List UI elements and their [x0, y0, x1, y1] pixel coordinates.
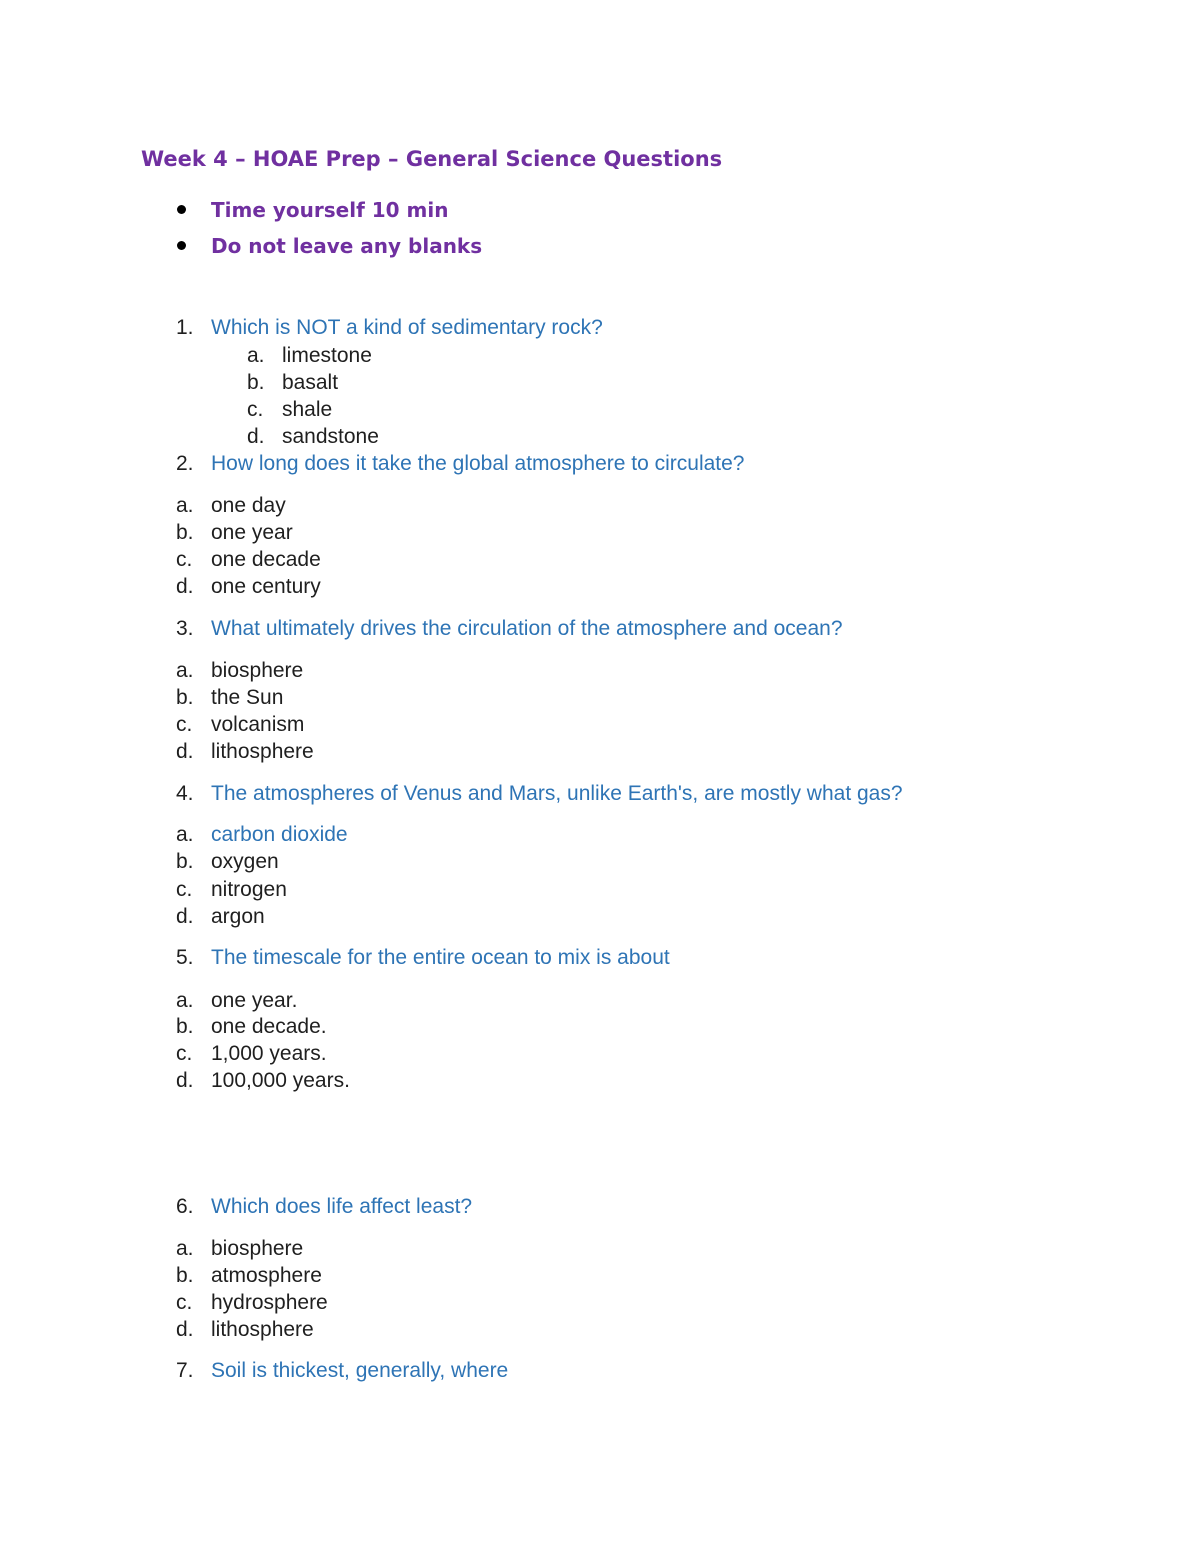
- question-text: Which is NOT a kind of sedimentary rock?: [211, 316, 603, 339]
- question-number: 5.: [176, 946, 194, 969]
- option-letter: b.: [176, 521, 194, 544]
- option-text: biosphere: [211, 659, 304, 682]
- option-letter: a.: [176, 989, 194, 1012]
- option-letter: a.: [176, 659, 194, 682]
- question-text: What ultimately drives the circulation of the atmosphere and ocean?: [211, 617, 843, 640]
- option-text: sandstone: [282, 425, 379, 448]
- option-text: atmosphere: [211, 1264, 322, 1287]
- option-text: hydrosphere: [211, 1291, 328, 1314]
- option-letter: a.: [247, 344, 265, 367]
- option-text: oxygen: [211, 850, 279, 873]
- option-letter: b.: [176, 1264, 194, 1287]
- option-text: one year: [211, 521, 293, 544]
- bullet-icon: [177, 205, 186, 214]
- option-text: 100,000 years.: [211, 1069, 350, 1092]
- question-number: 6.: [176, 1195, 194, 1218]
- question-text: The atmospheres of Venus and Mars, unlike Earth's, are mostly what gas?: [211, 782, 903, 805]
- option-letter: c.: [176, 713, 193, 736]
- question-number: 1.: [176, 316, 194, 339]
- option-letter: c.: [247, 398, 264, 421]
- option-text: one day: [211, 494, 286, 517]
- question-text: The timescale for the entire ocean to mix is about: [211, 946, 670, 969]
- option-letter: d.: [176, 575, 194, 598]
- option-text: one year.: [211, 989, 298, 1012]
- question-number: 2.: [176, 452, 194, 475]
- question-text: Which does life affect least?: [211, 1195, 473, 1218]
- option-text: argon: [211, 905, 265, 928]
- option-letter: a.: [176, 1237, 194, 1260]
- option-text: limestone: [282, 344, 372, 367]
- option-text: nitrogen: [211, 878, 287, 901]
- question-text: Soil is thickest, generally, where: [211, 1359, 509, 1382]
- question-number: 7.: [176, 1359, 194, 1382]
- option-letter: d.: [247, 425, 265, 448]
- option-text: the Sun: [211, 686, 284, 709]
- question-number: 3.: [176, 617, 194, 640]
- option-text: shale: [282, 398, 333, 421]
- option-letter: c.: [176, 1291, 193, 1314]
- instruction-text: Time yourself 10 min: [211, 198, 449, 222]
- page-title: Week 4 – HOAE Prep – General Science Questions: [141, 147, 723, 171]
- option-letter: d.: [176, 740, 194, 763]
- option-text: lithosphere: [211, 740, 314, 763]
- option-text: biosphere: [211, 1237, 304, 1260]
- option-letter: d.: [176, 1069, 194, 1092]
- question-number: 4.: [176, 782, 194, 805]
- bullet-icon: [177, 241, 186, 250]
- option-text: 1,000 years.: [211, 1042, 327, 1065]
- option-text: one decade: [211, 548, 321, 571]
- option-letter: d.: [176, 905, 194, 928]
- option-letter: b.: [176, 1015, 194, 1038]
- option-letter: c.: [176, 878, 193, 901]
- option-letter: b.: [176, 686, 194, 709]
- option-letter: a.: [176, 494, 194, 517]
- option-text: one decade.: [211, 1015, 327, 1038]
- option-text: lithosphere: [211, 1318, 314, 1341]
- option-text: carbon dioxide: [211, 823, 348, 846]
- option-letter: d.: [176, 1318, 194, 1341]
- option-letter: c.: [176, 548, 193, 571]
- instruction-text: Do not leave any blanks: [211, 234, 483, 258]
- option-letter: c.: [176, 1042, 193, 1065]
- option-text: one century: [211, 575, 321, 598]
- option-letter: a.: [176, 823, 194, 846]
- option-letter: b.: [247, 371, 265, 394]
- option-text: volcanism: [211, 713, 305, 736]
- option-text: basalt: [282, 371, 339, 394]
- question-text: How long does it take the global atmosphere to circulate?: [211, 452, 745, 475]
- option-letter: b.: [176, 850, 194, 873]
